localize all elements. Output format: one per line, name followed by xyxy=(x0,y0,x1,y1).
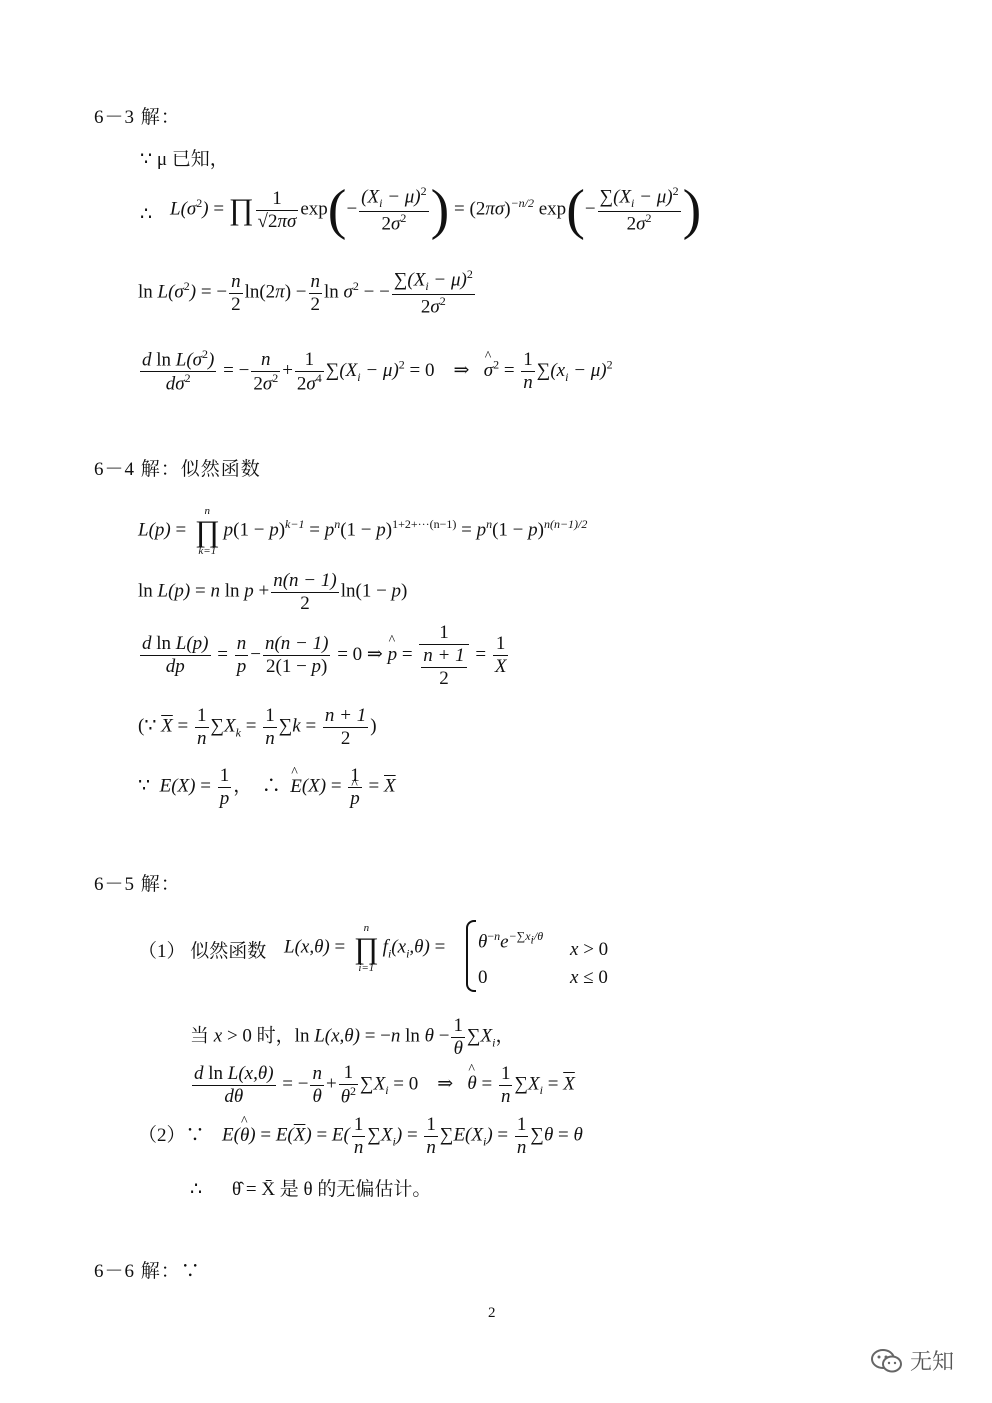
equation-derivative-p: $\frac{\text{d ln L(p)}}{dp}$ = $\frac{n}{p}$ − $\frac{n(n - 1)}{2(1 - p)}$ = 0 ⇒ ^ p = $\frac{1}{\frac{n + 1}{2}}$ = $\frac{1}{X}$ xyxy=(138,622,510,690)
piecewise-brace xyxy=(466,920,476,992)
equation-log-likelihood-p: ln L(p) = n ln p + $\frac{n(n - 1)}{2}$ ln(1 − p) xyxy=(138,570,408,614)
equation-likelihood-sigma: $L(\sigma^2)$ = ∏ $\frac{1}{√2\pi\sigma}$ exp(− $\frac{(X_i - \mu)^2}{2\sigma^2}$ ) = $(2\pi\sigma)^{-n/2}$ exp(− $\frac{\sum(X_i - \mu)^2}{2\sigma^2}$ ) xyxy=(170,179,702,241)
watermark xyxy=(870,1345,954,1376)
watermark-text: 无知 xyxy=(910,1350,955,1375)
part-1-label: （1） 似然函数 xyxy=(138,941,267,962)
wechat-icon xyxy=(870,1347,904,1375)
equation-derivative-sigma: $\frac{d \ln L(\sigma^2)}{d\sigma^2}$ = − $\frac{n}{2\sigma^2}$ + $\frac{1}{2\sigma^4}$ $\sum(X_i - \mu)^2 = 0$ ⇒ ^ $\sigma^2$ = $\frac{1}{n}$ $\sum(x_i - \mu)^2$ xyxy=(138,348,613,395)
section-heading-6-5: 6－5 解： xyxy=(94,874,181,895)
equation-log-likelihood-sigma: $\ln L(\sigma^2)$ = − $\frac{n}{2}$ ln(2π) − $\frac{n}{2}$ $\ln \sigma^2$ − − $\frac{\sum(X_i - \mu)^2}{2\sigma^2}$ xyxy=(138,267,473,318)
equation-unbiased-expectation: E(^ $\theta) = E(\overline{X}) = E$( $\frac{1}{n}$ $\sum X_i$) = $\frac{1}{n}$ $\sum E(X_i)$ = $\frac{1}{n}$ ∑θ = θ xyxy=(222,1114,583,1159)
piecewise-condition-positive: x > 0 xyxy=(570,939,609,960)
section-heading-6-3: 6－3 解： xyxy=(94,107,181,128)
piecewise-case-zero: 0 xyxy=(478,967,488,988)
equation-likelihood-theta: L(x,θ) = n ∏ i=1 $f_i(x_i,\theta)$ = xyxy=(284,922,446,974)
piecewise-case-positive: $\theta^{-n}e^{-\sum x_i/\theta}$ xyxy=(478,929,544,953)
equation-likelihood-p: L(p) = n ∏ k=1 $p(1 - p)^{k-1} = p^n(1 - p)^{1+2+\cdot\cdot\cdot(n-1)} = p^n(1 - p)^{n(n-1)/2}$ xyxy=(138,505,588,557)
section-heading-6-4: 6－4 解：似然函数 xyxy=(94,459,261,480)
equation-log-likelihood-theta: 当 x > 0 时，ln L(x,θ) = −n ln θ − $\frac{1}{\theta}$ $\sum X_i$， xyxy=(190,1015,515,1059)
part-2-label: （2）∵ xyxy=(138,1125,205,1146)
therefore-symbol: ∴ xyxy=(140,204,153,225)
equation-expectation-p: ∵ E(X) = $\frac{1}{p}$ ， ∴ ^ E(X) = 1 ^ p = $\overline{X}$ xyxy=(138,765,396,810)
section-heading-6-6: 6－6 解：∵ xyxy=(94,1261,201,1282)
piecewise-condition-zero: x ≤ 0 xyxy=(570,967,608,988)
equation-derivative-theta: $\frac{\text{d ln L(x,θ)}}{d\theta}$ = − $\frac{n}{\theta}$ + $\frac{1}{\theta^2}$ $\sum X_i = 0$ ⇒ ^ θ = $\frac{1}{n}$ $\sum X_i = \overline{X}$ xyxy=(190,1062,575,1108)
conclusion-unbiased: θ̂ = X̄ 是 θ 的无偏估计。 xyxy=(232,1179,432,1200)
line-mu-known: ∵ μ 已知， xyxy=(140,149,229,170)
page-number: 2 xyxy=(488,1305,496,1321)
equation-mean-x: (∵ $\overline{X}$ = $\frac{1}{n}$ $\sum X_k$ = $\frac{1}{n}$ ∑k = $\frac{n + 1}{2}$ ) xyxy=(138,705,377,749)
therefore-symbol-2: ∴ xyxy=(190,1179,203,1200)
